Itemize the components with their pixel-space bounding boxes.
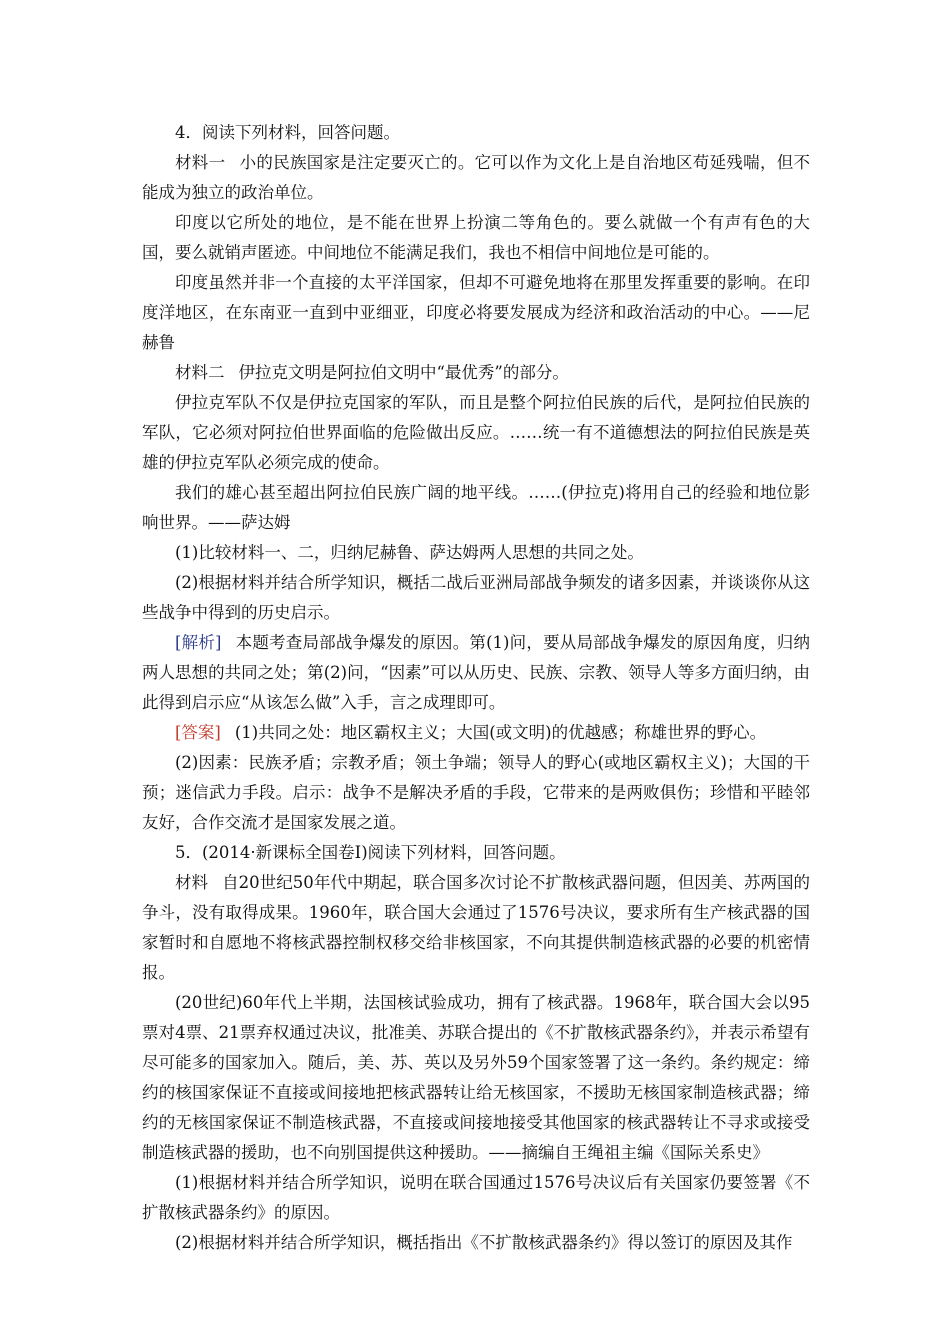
q5-material-label: 材料 xyxy=(175,873,209,892)
q4-material-2-paragraph-2: 伊拉克军队不仅是伊拉克国家的军队，而且是整个阿拉伯民族的后代，是阿拉伯民族的军队，它必须对阿拉伯世界面临的危险做出反应。……统一有不道德想法的阿拉伯民族是英雄的伊拉克军队必须完成的使命。 xyxy=(142,393,810,472)
q4-material-2-label: 材料二 xyxy=(175,363,225,382)
q4-material-1-paragraph-2: 印度以它所处的地位，是不能在世界上扮演二等角色的。要么就做一个有声有色的大国，要么就销声匿迹。中间地位不能满足我们，我也不相信中间地位是可能的。 xyxy=(142,213,810,262)
q5-subquestion-1: (1)根据材料并结合所学知识，说明在联合国通过1576号决议后有关国家仍要签署《不扩散核武器条约》的原因。 xyxy=(142,1173,810,1222)
analysis-tag: [解析] xyxy=(175,633,222,652)
q5-material-paragraph-1 xyxy=(142,868,810,988)
q4-subquestion-2: (2)根据材料并结合所学知识，概括二战后亚洲局部战争频发的诸多因素，并谈谈你从这些战争中得到的历史启示。 xyxy=(142,573,810,622)
q4-material-2-text-1: 伊拉克文明是阿拉伯文明中“最优秀”的部分。 xyxy=(238,363,569,382)
q4-material-2-paragraph-3: 我们的雄心甚至超出阿拉伯民族广阔的地平线。……(伊拉克)将用自己的经验和地位影响世界。——萨达姆 xyxy=(142,483,810,532)
analysis-text: 本题考查局部战争爆发的原因。第(1)问，要从局部战争爆发的原因角度，归纳两人思想的共同之处；第(2)问，“因素”可以从历史、民族、宗教、领导人等多方面归纳，由此得到启示应“从该怎么做”入手，言之成理即可。 xyxy=(142,633,811,712)
q5-material-paragraph-2: (20世纪)60年代上半期，法国核试验成功，拥有了核武器。1968年，联合国大会以95票对4票、21票弃权通过决议，批准美、苏联合提出的《不扩散核武器条约》，并表示希望有尽可能多的国家加入。随后，美、苏、英以及另外59个国家签署了这一条约。条约规定：缔约的核国家保证不直接或间接地把核武器转让给无核国家，不援助无核国家制造核武器；缔约的无核国家保证不制造核武器，不直接或间接地接受其他国家的核武器转让不寻求或接受制造核武器的援助，也不向别国提供这种援助。——摘编自王绳祖主编《国际关系史》 xyxy=(142,993,810,1162)
q4-material-2-paragraph-1 xyxy=(142,358,810,388)
q4-material-1-paragraph-1 xyxy=(142,148,810,208)
question-4-title: 4．阅读下列材料，回答问题。 xyxy=(175,123,400,142)
q4-material-1-text-1: 小的民族国家是注定要灭亡的。它可以作为文化上是自治地区苟延残喘，但不能成为独立的政治单位。 xyxy=(142,153,811,202)
q4-answer-1 xyxy=(142,718,810,748)
q5-material-text-1: 自20世纪50年代中期起，联合国多次讨论不扩散核武器问题，但因美、苏两国的争斗，没有取得成果。1960年，联合国大会通过了1576号决议，要求所有生产核武器的国家暂时和自愿地不将核武器控制权移交给非核国家，不向其提供制造核武器的必要的机密情报。 xyxy=(142,873,811,982)
document-page xyxy=(142,118,810,1258)
question-5-title: 5．(2014·新课标全国卷Ⅰ)阅读下列材料，回答问题。 xyxy=(175,843,566,862)
q4-material-1-paragraph-3: 印度虽然并非一个直接的太平洋国家，但却不可避免地将在那里发挥重要的影响。在印度洋地区，在东南亚一直到中亚细亚，印度必将要发展成为经济和政治活动的中心。——尼赫鲁 xyxy=(142,273,810,352)
q4-subquestion-1: (1)比较材料一、二，归纳尼赫鲁、萨达姆两人思想的共同之处。 xyxy=(175,543,644,562)
q4-analysis xyxy=(142,628,810,718)
q4-answer-2: (2)因素：民族矛盾；宗教矛盾；领土争端；领导人的野心(或地区霸权主义)；大国的干预；迷信武力手段。启示：战争不是解决矛盾的手段，它带来的是两败俱伤；珍惜和平睦邻友好，合作交流才是国家发展之道。 xyxy=(142,753,810,832)
answer-text-1: (1)共同之处：地区霸权主义；大国(或文明)的优越感；称雄世界的野心。 xyxy=(234,723,767,742)
answer-tag: [答案] xyxy=(175,723,221,742)
q4-material-1-label: 材料一 xyxy=(175,153,226,172)
q5-subquestion-2: (2)根据材料并结合所学知识，概括指出《不扩散核武器条约》得以签订的原因及其作 xyxy=(175,1233,793,1252)
